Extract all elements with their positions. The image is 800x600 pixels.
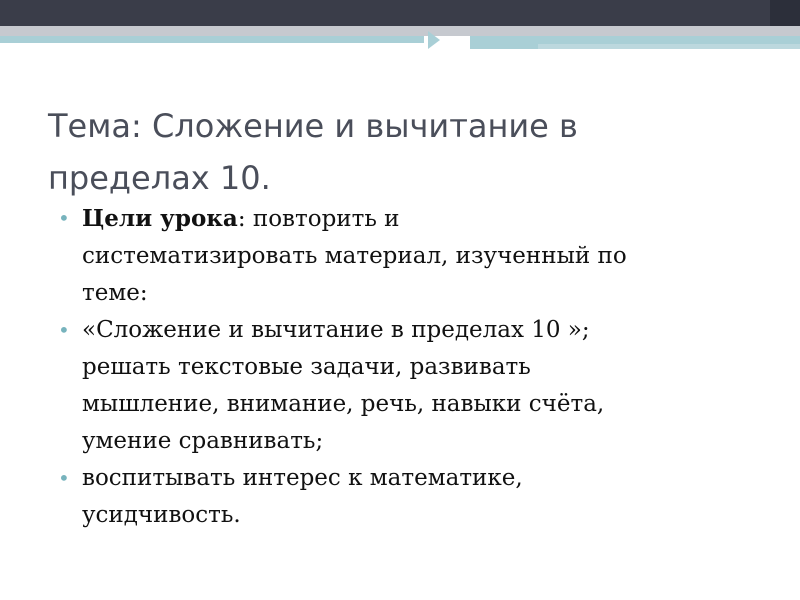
bullet-list <box>58 200 778 534</box>
goals-line-2: систематизировать материал, изученный по <box>82 243 627 269</box>
topic-line-4: умение сравнивать; <box>82 428 324 454</box>
header-light-stripe-right <box>538 44 800 49</box>
header-dark-bar <box>0 0 800 26</box>
bullet-item-goals <box>58 200 778 312</box>
slide-title <box>48 100 768 204</box>
header-gray-bar <box>0 26 800 36</box>
bullet-icon: • <box>58 206 70 230</box>
bullet-item-topic <box>58 312 778 460</box>
title-line-2: пределах 10. <box>48 159 271 197</box>
upbringing-line-2: усидчивость. <box>82 502 241 528</box>
triangle-marker-icon <box>428 31 440 49</box>
bullet-icon: • <box>58 466 70 490</box>
goals-text: : повторить и <box>237 206 400 232</box>
bullet-item-upbringing <box>58 460 778 534</box>
goals-label: Цели урока <box>82 205 238 232</box>
header-teal-stripe-left <box>0 36 424 43</box>
topic-line-2: решать текстовые задачи, развивать <box>82 354 531 380</box>
bullet-icon: • <box>58 318 70 342</box>
topic-line-3: мышление, внимание, речь, навыки счёта, <box>82 391 605 417</box>
goals-line-3: теме: <box>82 280 148 306</box>
title-line-1: Тема: Сложение и вычитание в <box>48 107 578 145</box>
topic-line-1: «Сложение и вычитание в пределах 10 »; <box>82 317 590 343</box>
upbringing-line-1: воспитывать интерес к математике, <box>82 465 523 491</box>
